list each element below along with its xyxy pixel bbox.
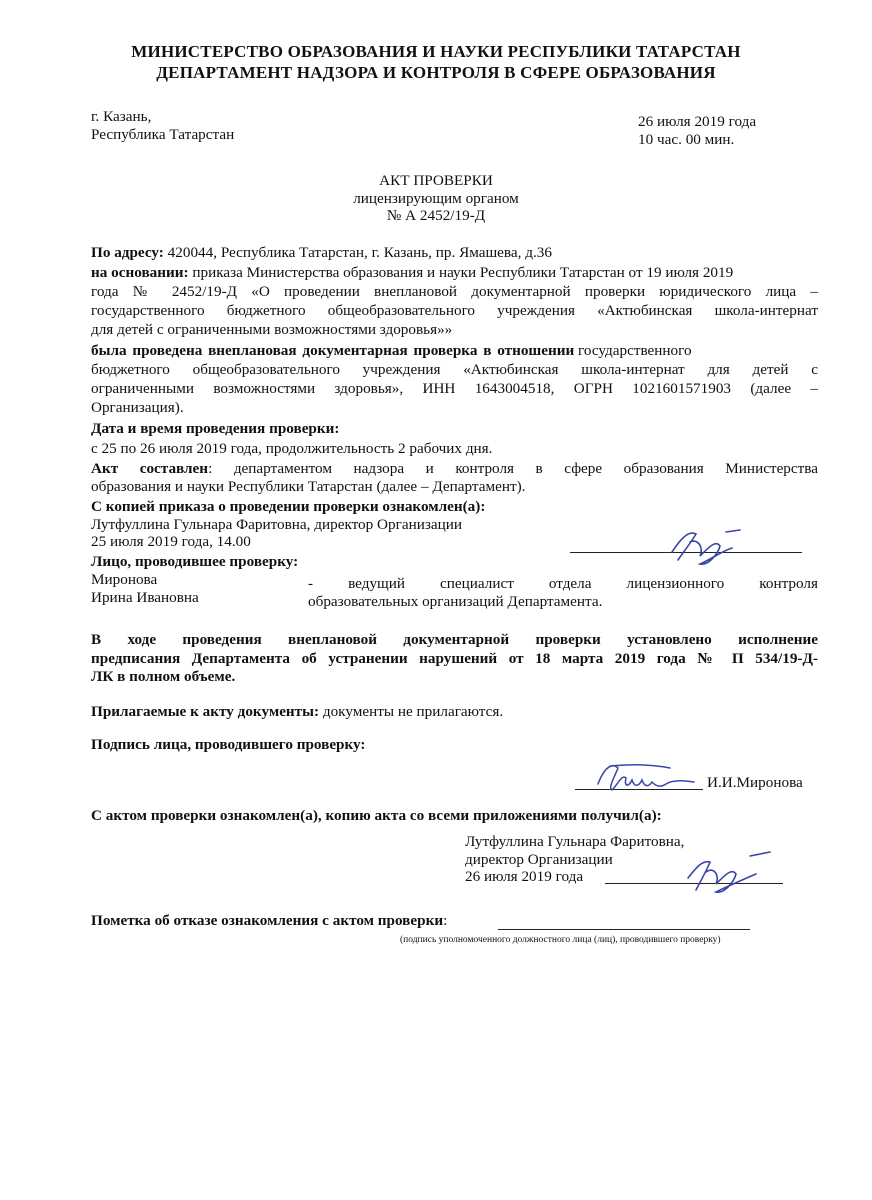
attachments-label: Прилагаемые к акту документы: [91, 703, 320, 720]
address-label: По адресу: [91, 244, 164, 261]
order-copy-person: Лутфуллина Гульнара Фаритовна, директор Организации [91, 516, 462, 533]
basis-text-1: приказа Министерства образования и науки Республики Татарстан от 19 июля 2019 [188, 264, 734, 281]
basis-line-4: для детей с ограниченными возможностями здоровья»» [91, 321, 453, 338]
compiled-label: Акт составлен [91, 460, 209, 477]
inspection-text-1: государственного [574, 342, 692, 359]
address-value: 420044, Республика Татарстан, г. Казань, пр. Ямашева, д.36 [163, 244, 552, 261]
attachments-line [91, 703, 503, 720]
refusal-line [91, 912, 447, 929]
signature-order-copy [660, 520, 750, 570]
inspector-signature-label: Подпись лица, проводившего проверку: [91, 736, 366, 753]
compiled-line-1 [91, 460, 818, 477]
inspector-role-1: - ведущий специалист отдела лицензионного контроля [308, 575, 818, 592]
act-title: АКТ ПРОВЕРКИ [379, 172, 493, 189]
basis-label: на основании: [91, 264, 189, 281]
refusal-label: Пометка об отказе ознакомления с актом проверки [91, 912, 444, 929]
inspection-label: была проведена внеплановая документарная проверка в отношении [91, 342, 575, 359]
address-line [91, 244, 552, 261]
department-title: ДЕПАРТАМЕНТ НАДЗОРА И КОНТРОЛЯ В СФЕРЕ ОБРАЗОВАНИЯ [156, 63, 716, 82]
compiled-line-2: образования и науки Республики Татарстан (далее – Департамент). [91, 478, 526, 495]
act-number: № А 2452/19-Д [386, 207, 486, 224]
signature-inspector [590, 758, 700, 798]
refusal-caption: (подпись уполномоченного должностного лица (лиц), проводившего проверку) [400, 935, 721, 945]
acknowledged-role: директор Организации [465, 851, 613, 868]
inspection-line-1 [91, 342, 818, 359]
inspection-line-2: бюджетного общеобразовательного учреждения «Актюбинская школа-интернат для детей с [91, 361, 818, 378]
ministry-title: МИНИСТЕРСТВО ОБРАЗОВАНИЯ И НАУКИ РЕСПУБЛИКИ ТАТАРСТАН [131, 42, 741, 61]
act-subtitle: лицензирующим органом [353, 190, 519, 207]
order-copy-label: С копией приказа о проведении проверки ознакомлен(а): [91, 498, 486, 515]
act-time: 10 час. 00 мин. [638, 131, 735, 148]
inspector-label: Лицо, проводившее проверку: [91, 553, 299, 570]
finding-line-1: В ходе проведения внеплановой документарной проверки установлено исполнение [91, 631, 818, 648]
signature-acknowledged [680, 848, 780, 898]
period-value: с 25 по 26 июля 2019 года, продолжительность 2 рабочих дня. [91, 440, 493, 457]
acknowledged-label: С актом проверки ознакомлен(а), копию акта со всеми приложениями получил(а): [91, 807, 662, 824]
period-label: Дата и время проведения проверки: [91, 420, 340, 437]
acknowledged-person: Лутфуллина Гульнара Фаритовна, [465, 833, 685, 850]
inspection-line-4: Организация). [91, 399, 184, 416]
basis-line-1 [91, 264, 733, 281]
basis-line-2: года № 2452/19-Д «О проведении внеплановой документарной проверки юридического лица – [91, 283, 818, 300]
compiled-text-1: : департаментом надзора и контроля в сфере образования Министерства [208, 460, 818, 477]
attachments-value: документы не прилагаются. [319, 703, 504, 720]
refusal-signature-line [498, 929, 750, 930]
act-date: 26 июля 2019 года [638, 113, 757, 130]
inspection-line-3: ограниченными возможностями здоровья», ИНН 1643004518, ОГРН 1021601571903 (далее – [91, 380, 818, 397]
finding-line-3: ЛК в полном объеме. [91, 668, 236, 685]
place-city: г. Казань, [91, 108, 152, 125]
inspector-role-2: образовательных организаций Департамента. [308, 593, 603, 610]
order-copy-date: 25 июля 2019 года, 14.00 [91, 533, 251, 550]
finding-line-2: предписания Департамента об устранении нарушений от 18 марта 2019 года № П 534/19-Д- [91, 650, 818, 667]
inspector-given-name: Ирина Ивановна [91, 589, 199, 606]
acknowledged-date: 26 июля 2019 года [465, 868, 584, 885]
basis-line-3: государственного бюджетного общеобразовательного учреждения «Актюбинская школа-интернат [91, 302, 818, 319]
place-region: Республика Татарстан [91, 126, 235, 143]
inspector-surname: Миронова [91, 571, 158, 588]
inspector-signature-name: И.И.Миронова [707, 774, 803, 791]
refusal-colon: : [443, 912, 448, 929]
